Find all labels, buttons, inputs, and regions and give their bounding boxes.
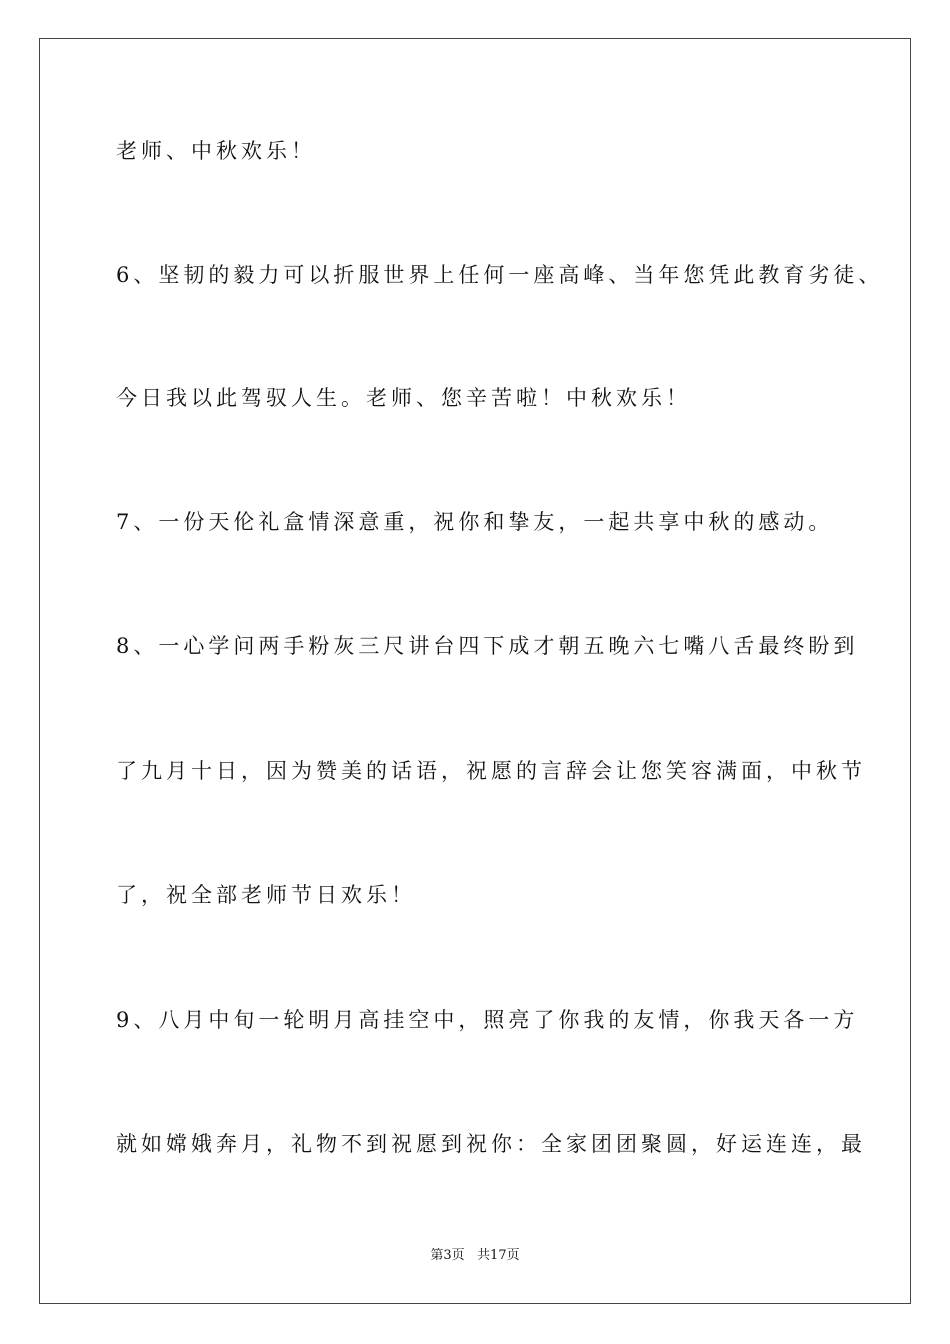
text-line-8: 9、八月中旬一轮明月高挂空中，照亮了你我的友情，你我天各一方	[116, 1008, 859, 1032]
text-line-5: 8、一心学问两手粉灰三尺讲台四下成才朝五晚六七嘴八舌最终盼到	[116, 634, 859, 658]
text-line-9: 就如嫦娥奔月，礼物不到祝愿到祝你：全家团团聚圆，好运连连，最	[116, 1132, 866, 1156]
page-number-footer: 第3页 共17页	[430, 1248, 520, 1263]
text-line-3: 今日我以此驾驭人生。老师、您辛苦啦！中秋欢乐！	[116, 386, 691, 410]
text-line-6: 了九月十日，因为赞美的话语，祝愿的言辞会让您笑容满面，中秋节	[116, 759, 866, 783]
text-line-1: 老师、中秋欢乐！	[116, 139, 316, 163]
text-line-2: 6、坚韧的毅力可以折服世界上任何一座高峰、当年您凭此教育劣徒、	[116, 263, 884, 287]
page-border	[39, 38, 911, 1304]
text-line-4: 7、一份天伦礼盒情深意重，祝你和挚友，一起共享中秋的感动。	[116, 510, 834, 534]
text-line-7: 了，祝全部老师节日欢乐！	[116, 883, 416, 907]
